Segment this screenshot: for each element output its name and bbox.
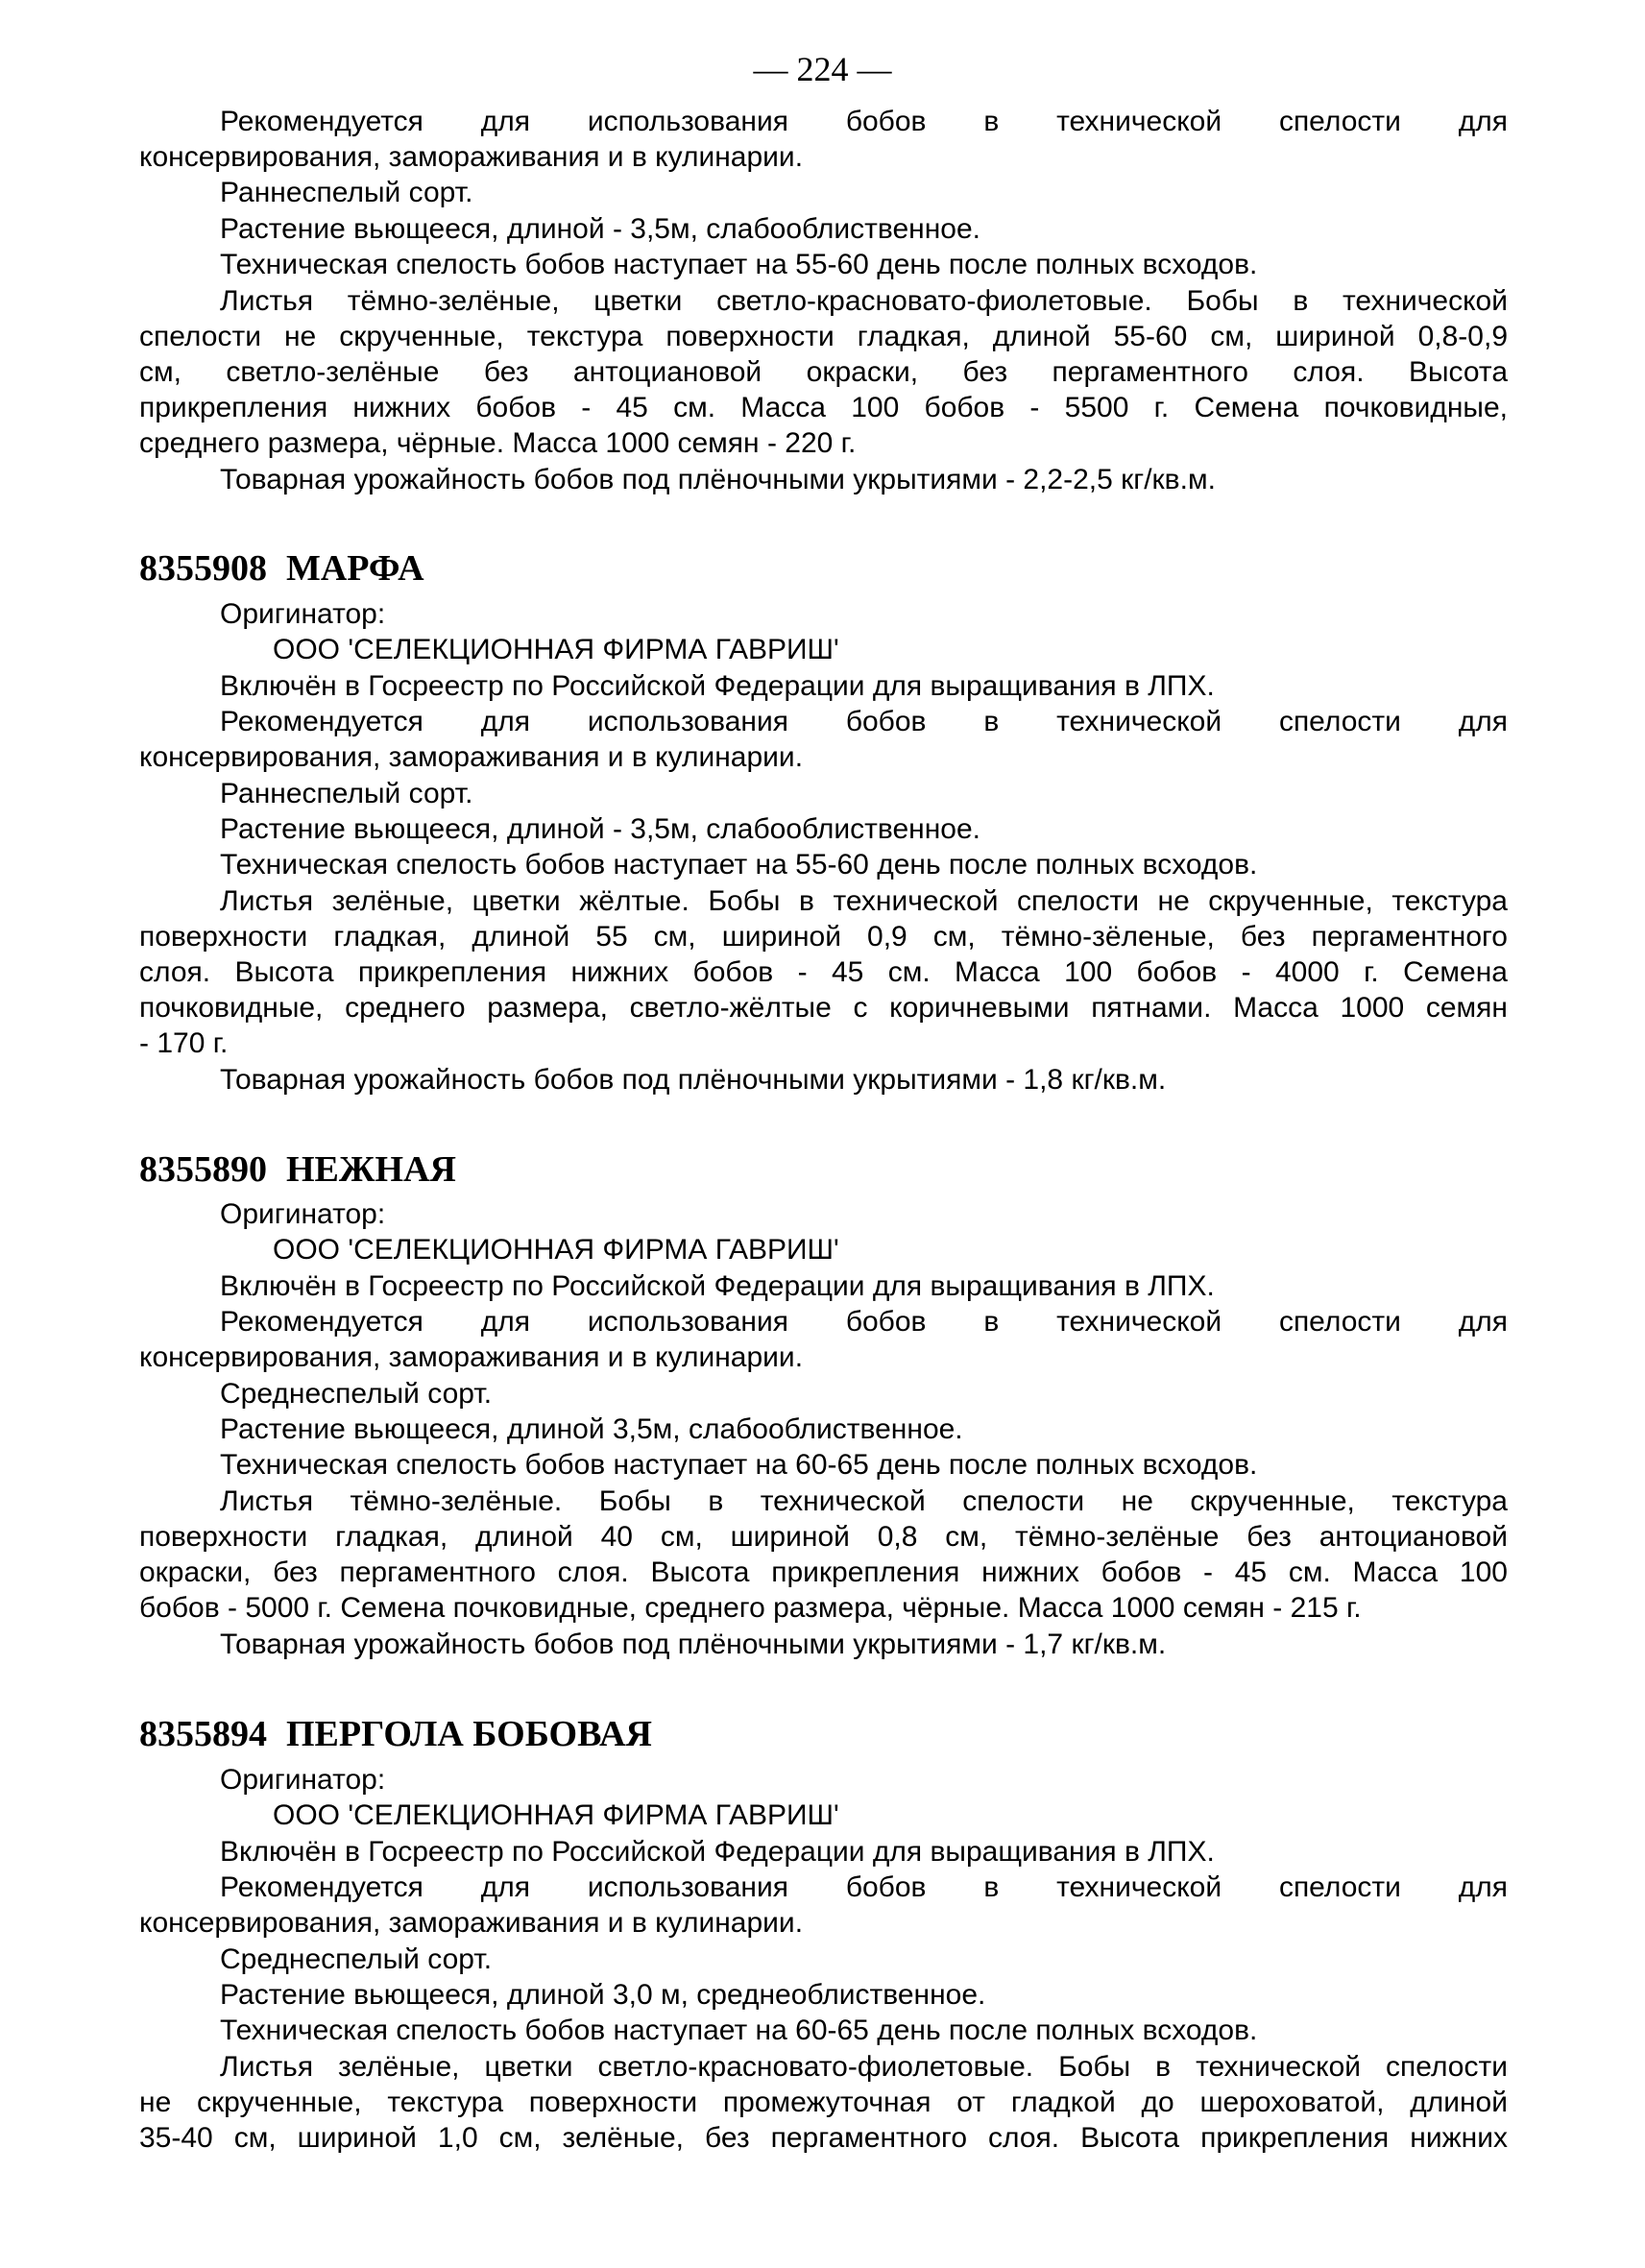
ripeness-text: Среднеспелый сорт. bbox=[220, 1378, 493, 1410]
intro-desc-line: см, светло-зелёные без антоциановой окраски, без пергаментного слоя. Высота bbox=[139, 356, 1508, 388]
intro-recommend: Рекомендуется для использования бобов в технической спелости для bbox=[220, 106, 1508, 137]
variety-code: 8355890 bbox=[139, 1149, 267, 1190]
plant-text: Растение вьющееся, длиной 3,0 м, среднеоблиственное. bbox=[220, 1979, 986, 2011]
intro-desc-line: среднего размера, чёрные. Масса 1000 семян - 220 г. bbox=[139, 427, 857, 459]
originator-label: Оригинатор: bbox=[220, 598, 386, 630]
variety-heading bbox=[139, 1710, 652, 1758]
desc-line: почковидные, среднего размера, светло-жёлтые с коричневыми пятнами. Масса 1000 семян bbox=[139, 992, 1508, 1024]
desc-line: Листья зелёные, цветки светло-красновато-фиолетовые. Бобы в технической спелости bbox=[220, 2051, 1508, 2083]
variety-name: МАРФА bbox=[286, 548, 424, 589]
originator-name: ООО 'СЕЛЕКЦИОННАЯ ФИРМА ГАВРИШ' bbox=[273, 634, 839, 665]
tech-maturity-text: Техническая спелость бобов наступает на 60-65 день после полных всходов. bbox=[220, 1449, 1258, 1481]
recommend-text: Рекомендуется для использования бобов в технической спелости для bbox=[220, 706, 1508, 737]
desc-line: 35-40 см, шириной 1,0 см, зелёные, без пергаментного слоя. Высота прикрепления нижних bbox=[139, 2122, 1508, 2154]
ripeness-text: Раннеспелый сорт. bbox=[220, 778, 473, 809]
variety-code: 8355908 bbox=[139, 548, 267, 589]
variety-name: ПЕРГОЛА БОБОВАЯ bbox=[286, 1714, 652, 1754]
intro-desc-line: Листья тёмно-зелёные, цветки светло-красновато-фиолетовые. Бобы в технической bbox=[220, 285, 1508, 317]
originator-label: Оригинатор: bbox=[220, 1198, 386, 1230]
variety-code: 8355894 bbox=[139, 1714, 267, 1754]
desc-line: - 170 г. bbox=[139, 1027, 229, 1059]
desc-line: бобов - 5000 г. Семена почковидные, среднего размера, чёрные. Масса 1000 семян - 215 г. bbox=[139, 1592, 1362, 1624]
desc-line: окраски, без пергаментного слоя. Высота прикрепления нижних бобов - 45 см. Масса 100 bbox=[139, 1556, 1508, 1588]
tech-maturity-text: Техническая спелость бобов наступает на 55-60 день после полных всходов. bbox=[220, 849, 1258, 881]
page-number: — 224 — bbox=[753, 50, 892, 88]
registry-text: Включён в Госреестр по Российской Федерации для выращивания в ЛПХ. bbox=[220, 1270, 1215, 1302]
intro-desc-line: спелости не скрученные, текстура поверхности гладкая, длиной 55-60 см, шириной 0,8-0,9 bbox=[139, 321, 1508, 352]
recommend-text: Рекомендуется для использования бобов в технической спелости для bbox=[220, 1306, 1508, 1338]
desc-line: поверхности гладкая, длиной 40 см, шириной 0,8 см, тёмно-зелёные без антоциановой bbox=[139, 1521, 1508, 1553]
variety-name: НЕЖНАЯ bbox=[286, 1149, 456, 1190]
intro-recommend-cont: консервирования, замораживания и в кулинарии. bbox=[139, 141, 804, 173]
ripeness-text: Среднеспелый сорт. bbox=[220, 1943, 493, 1975]
originator-label: Оригинатор: bbox=[220, 1764, 386, 1796]
yield-text: Товарная урожайность бобов под плёночными укрытиями - 1,8 кг/кв.м. bbox=[220, 1064, 1167, 1096]
desc-line: не скрученные, текстура поверхности промежуточная от гладкой до шероховатой, длиной bbox=[139, 2087, 1508, 2118]
plant-text: Растение вьющееся, длиной 3,5м, слабооблиственное. bbox=[220, 1413, 963, 1445]
variety-heading bbox=[139, 544, 424, 592]
registry-text: Включён в Госреестр по Российской Федерации для выращивания в ЛПХ. bbox=[220, 1836, 1215, 1868]
recommend-cont: консервирования, замораживания и в кулинарии. bbox=[139, 1341, 804, 1373]
yield-text: Товарная урожайность бобов под плёночными укрытиями - 1,7 кг/кв.м. bbox=[220, 1629, 1167, 1660]
tech-maturity-text: Техническая спелость бобов наступает на 60-65 день после полных всходов. bbox=[220, 2015, 1258, 2046]
registry-text: Включён в Госреестр по Российской Федерации для выращивания в ЛПХ. bbox=[220, 670, 1215, 702]
originator-name: ООО 'СЕЛЕКЦИОННАЯ ФИРМА ГАВРИШ' bbox=[273, 1234, 839, 1266]
intro-plant: Растение вьющееся, длиной - 3,5м, слабооблиственное. bbox=[220, 213, 980, 245]
desc-line: Листья зелёные, цветки жёлтые. Бобы в технической спелости не скрученные, текстура bbox=[220, 885, 1508, 917]
recommend-text: Рекомендуется для использования бобов в технической спелости для bbox=[220, 1871, 1508, 1903]
plant-text: Растение вьющееся, длиной - 3,5м, слабооблиственное. bbox=[220, 813, 980, 845]
variety-heading bbox=[139, 1146, 456, 1194]
intro-yield: Товарная урожайность бобов под плёночными укрытиями - 2,2-2,5 кг/кв.м. bbox=[220, 464, 1216, 495]
desc-line: поверхности гладкая, длиной 55 см, шириной 0,9 см, тёмно-зёленые, без пергаментного bbox=[139, 921, 1508, 953]
recommend-cont: консервирования, замораживания и в кулинарии. bbox=[139, 1907, 804, 1939]
originator-name: ООО 'СЕЛЕКЦИОННАЯ ФИРМА ГАВРИШ' bbox=[273, 1799, 839, 1831]
intro-tech-maturity: Техническая спелость бобов наступает на 55-60 день после полных всходов. bbox=[220, 249, 1258, 280]
recommend-cont: консервирования, замораживания и в кулинарии. bbox=[139, 741, 804, 773]
desc-line: слоя. Высота прикрепления нижних бобов - 45 см. Масса 100 бобов - 4000 г. Семена bbox=[139, 956, 1508, 988]
intro-ripeness: Раннеспелый сорт. bbox=[220, 177, 473, 208]
intro-desc-line: прикрепления нижних бобов - 45 см. Масса 100 бобов - 5500 г. Семена почковидные, bbox=[139, 392, 1508, 423]
desc-line: Листья тёмно-зелёные. Бобы в технической спелости не скрученные, текстура bbox=[220, 1485, 1508, 1517]
